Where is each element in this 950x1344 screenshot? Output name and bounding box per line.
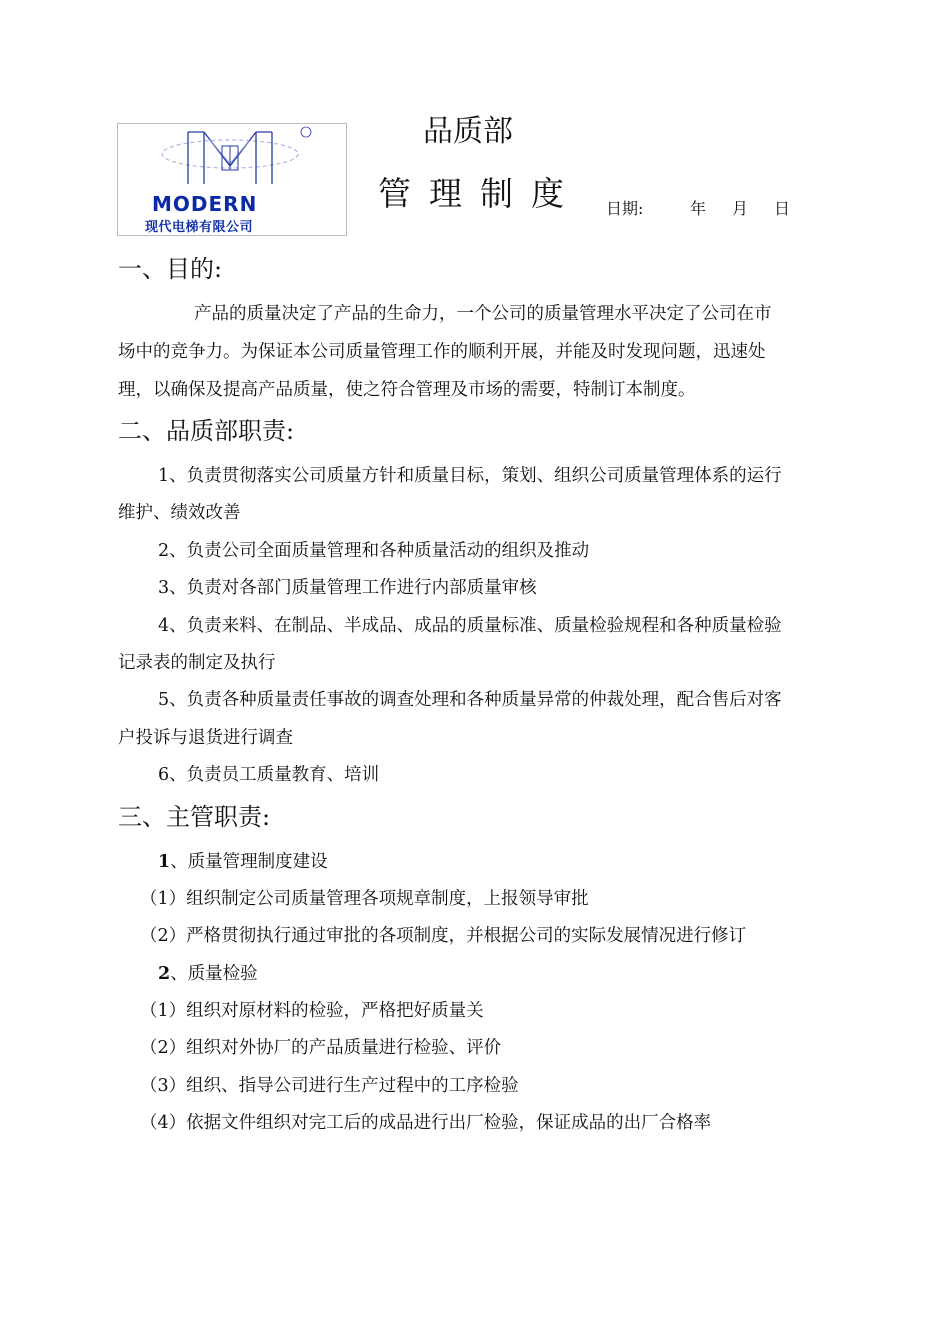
section-heading-qa-duties: 二、品质部职责: — [118, 417, 295, 445]
list-item: 4、负责来料、在制品、半成品、成品的质量标准、质量检验规程和各种质量检验 — [158, 616, 782, 636]
list-item: （2）组织对外协厂的产品质量进行检验、评价 — [140, 1038, 502, 1058]
list-item: （3）组织、指导公司进行生产过程中的工序检验 — [140, 1076, 519, 1096]
logo-text-en: MODERN — [152, 192, 258, 216]
list-item: 6、负责员工质量教育、培训 — [158, 765, 380, 785]
subsection-title — [158, 960, 258, 985]
subsection-number: 2 — [158, 964, 171, 984]
subsection-title — [158, 848, 328, 873]
paragraph-line: 理，以确保及提高产品质量，使之符合管理及市场的需要，特制订本制度。 — [118, 380, 696, 400]
subsection-text: 、质量检验 — [170, 964, 258, 984]
list-item-continuation: 维护、绩效改善 — [118, 503, 241, 523]
date-month-label: 月 — [732, 199, 749, 218]
list-item: （2）严格贯彻执行通过审批的各项制度，并根据公司的实际发展情况进行修订 — [140, 926, 747, 946]
list-item: 5、负责各种质量责任事故的调查处理和各种质量异常的仲裁处理，配合售后对客 — [158, 690, 782, 710]
company-logo — [117, 123, 347, 236]
page-title-regulation: 管理制度 — [378, 174, 582, 213]
list-item-continuation: 记录表的制定及执行 — [118, 653, 276, 673]
date-day-label: 日 — [774, 199, 791, 218]
list-item: （1）组织制定公司质量管理各项规章制度，上报领导审批 — [140, 889, 589, 909]
paragraph-line: 产品的质量决定了产品的生命力，一个公司的质量管理水平决定了公司在市 — [194, 304, 772, 324]
list-item: （1）组织对原材料的检验，严格把好质量关 — [140, 1001, 484, 1021]
subsection-number: 1 — [158, 852, 171, 872]
date-label: 日期: — [606, 199, 644, 218]
section-heading-purpose: 一、目的: — [118, 255, 223, 283]
list-item: 1、负责贯彻落实公司质量方针和质量目标，策划、组织公司质量管理体系的运行 — [158, 466, 782, 486]
list-item: （4）依据文件组织对完工后的成品进行出厂检验，保证成品的出厂合格率 — [140, 1113, 712, 1133]
subsection-text: 、质量管理制度建设 — [170, 852, 328, 872]
date-year-label: 年 — [690, 199, 707, 218]
list-item: 3、负责对各部门质量管理工作进行内部质量审核 — [158, 578, 537, 598]
paragraph-line: 场中的竞争力。为保证本公司质量管理工作的顺利开展，并能及时发现问题，迅速处 — [118, 342, 766, 362]
logo-text-cn: 现代电梯有限公司 — [145, 220, 254, 235]
list-item-continuation: 户投诉与退货进行调查 — [118, 728, 293, 748]
page-title-department: 品质部 — [423, 114, 513, 149]
section-heading-supervisor-duties: 三、主管职责: — [118, 803, 271, 831]
list-item: 2、负责公司全面质量管理和各种质量活动的组织及推动 — [158, 541, 590, 561]
